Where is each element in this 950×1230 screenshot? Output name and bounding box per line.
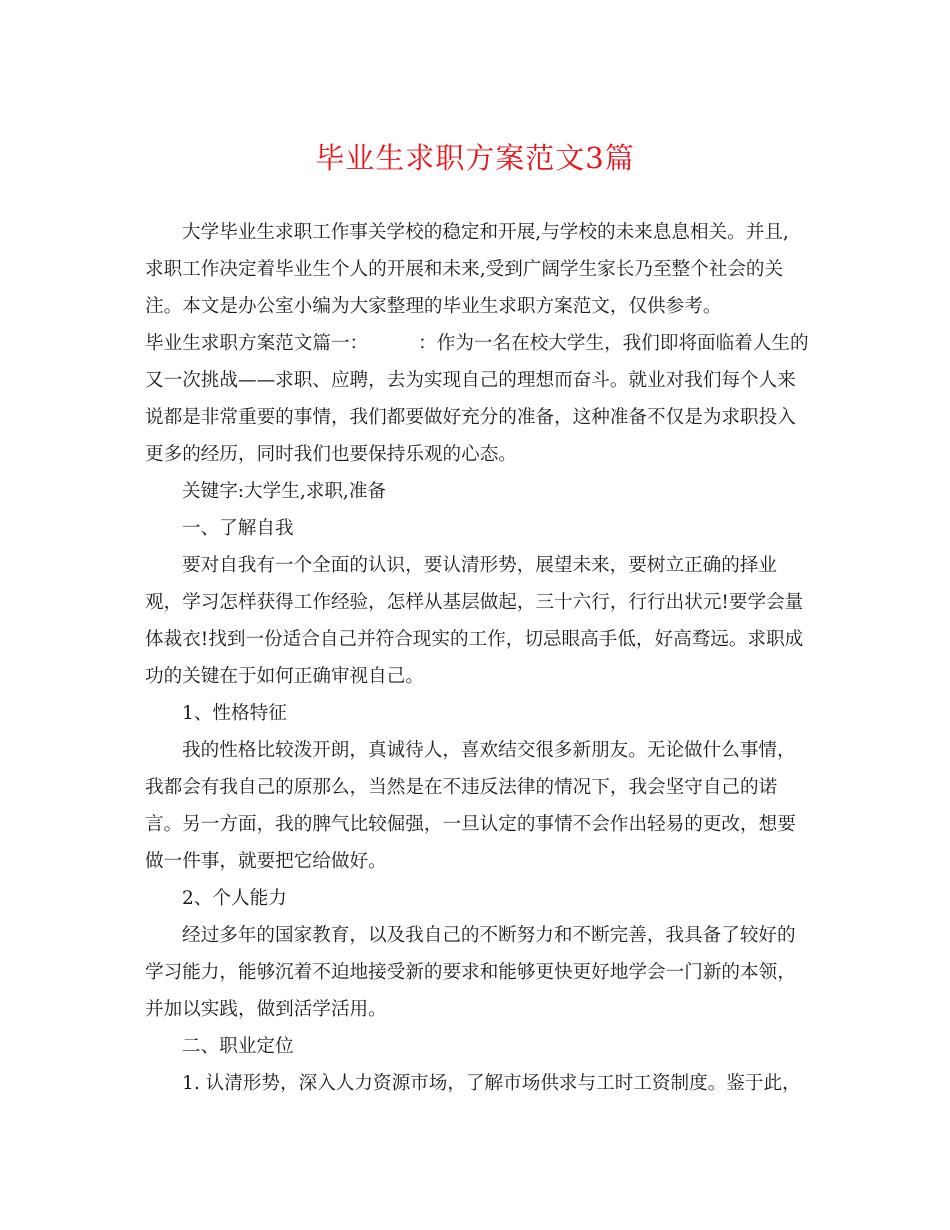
heading-line: 一、了解自我 (182, 518, 294, 539)
heading-line: 1、性格特征 (182, 703, 287, 724)
paragraph-line: 学习能力，能够沉着不迫地接受新的要求和能够更快更好地学会一门新的本领， (145, 962, 796, 983)
paragraph-text: ：作为一名在校大学生，我们即将面临着人生的 (418, 333, 809, 354)
section-heading: 毕业生求职方案范文篇一： (145, 333, 369, 354)
paragraph-line: 1. 认清形势，深入人力资源市场，了解市场供求与工时工资制度。鉴于此， (182, 1073, 801, 1094)
paragraph-line: 并加以实践，做到活学活用。 (145, 999, 387, 1020)
paragraph-line: 我都会有我自己的原那么，当然是在不违反法律的情况下，我会坚守自己的诺 (145, 777, 778, 798)
paragraph-line: 体裁衣!找到一份适合自己并符合现实的工作，切忌眼高手低，好高骛远。求职成 (145, 629, 804, 650)
paragraph-line: 要对自我有一个全面的认识，要认清形势，展望未来，要树立正确的择业 (182, 555, 778, 576)
paragraph-line: 更多的经历，同时我们也要保持乐观的心态。 (145, 444, 517, 465)
paragraph-line: 求职工作决定着毕业生个人的开展和未来,受到广阔学生家长乃至整个社会的关 (145, 259, 784, 280)
document-title: 毕业生求职方案范文3篇 (315, 141, 635, 175)
heading-line: 2、个人能力 (182, 888, 287, 909)
document-body (145, 214, 809, 1102)
paragraph-line: 注。本文是办公室小编为大家整理的毕业生求职方案范文，仅供参考。 (145, 296, 722, 317)
heading-line: 二、职业定位 (182, 1036, 294, 1057)
paragraph-line: 观，学习怎样获得工作经验，怎样从基层做起，三十六行，行行出状元!要学会量 (145, 592, 804, 613)
paragraph-line: 说都是非常重要的事情，我们都要做好充分的准备，这种准备不仅是为求职投入 (145, 407, 796, 428)
paragraph-line (145, 325, 809, 362)
paragraph-line: 功的关键在于如何正确审视自己。 (145, 666, 424, 687)
paragraph-line: 做一件事，就要把它给做好。 (145, 851, 387, 872)
paragraph-line: 大学毕业生求职工作事关学校的稳定和开展,与学校的未来息息相关。并且, (182, 222, 789, 243)
paragraph-line: 我的性格比较泼开朗，真诚待人，喜欢结交很多新朋友。无论做什么事情， (182, 740, 796, 761)
paragraph-line: 经过多年的国家教育，以及我自己的不断努力和不断完善，我具备了较好的 (182, 925, 796, 946)
paragraph-line: 又一次挑战——求职、应聘，去为实现自己的理想而奋斗。就业对我们每个人来 (145, 370, 796, 391)
paragraph-line: 言。另一方面，我的脾气比较倔强，一旦认定的事情不会作出轻易的更改，想要 (145, 814, 796, 835)
keywords-line: 关键字:大学生,求职,准备 (182, 481, 387, 502)
